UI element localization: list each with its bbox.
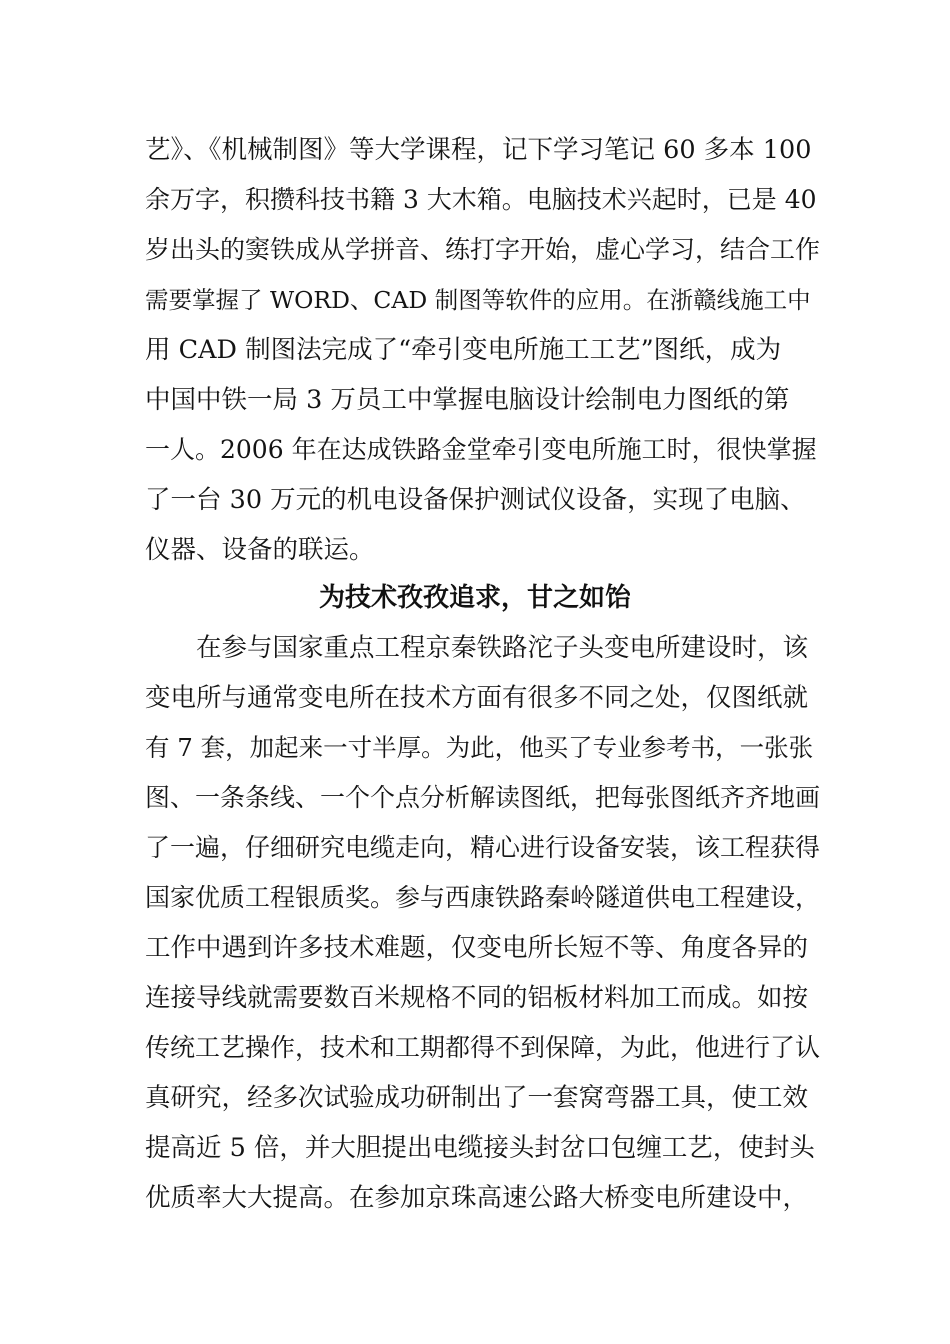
paragraph-1-line-4: 需要掌握了 WORD、CAD 制图等软件的应用。在浙赣线施工中 — [145, 286, 811, 314]
paragraph-2-line-10: 真研究，经多次试验成功研制出了一套窝弯器工具，使工效 — [145, 1083, 809, 1113]
paragraph-1-line-8: 了一台 30 万元的机电设备保护测试仪设备，实现了电脑、 — [145, 485, 806, 515]
paragraph-2-line-6: 国家优质工程银质奖。参与西康铁路秦岭隧道供电工程建设， — [145, 883, 821, 912]
paragraph-2-line-2: 变电所与通常变电所在技术方面有很多不同之处，仅图纸就 — [145, 683, 809, 713]
paragraph-2-line-12: 优质率大大提高。在参加京珠高速公路大桥变电所建设中， — [145, 1183, 809, 1213]
paragraph-2-line-11: 提高近 5 倍，并大胆提出电缆接头封岔口包缠工艺，使封头 — [145, 1133, 815, 1163]
paragraph-1-line-3: 岁出头的窦铁成从学拼音、练打字开始，虚心学习，结合工作 — [145, 235, 821, 264]
paragraph-2-line-9: 传统工艺操作，技术和工期都得不到保障，为此，他进行了认 — [145, 1033, 821, 1062]
paragraph-2-line-5: 了一遍，仔细研究电缆走向，精心进行设备安装，该工程获得 — [145, 833, 821, 862]
paragraph-1-line-6: 中国中铁一局 3 万员工中掌握电脑设计绘制电力图纸的第 — [145, 385, 790, 415]
paragraph-1-line-7: 一人。2006 年在达成铁路金堂牵引变电所施工时，很快掌握 — [145, 435, 817, 464]
paragraph-2-line-1: 在参与国家重点工程京秦铁路沱子头变电所建设时，该 — [145, 633, 809, 663]
paragraph-2-line-8: 连接导线就需要数百米规格不同的铝板材料加工而成。如按 — [145, 983, 809, 1013]
paragraph-1-line-2: 余万字，积攒科技书籍 3 大木箱。电脑技术兴起时，已是 40 — [145, 185, 817, 214]
paragraph-1-line-9: 仪器、设备的联运。 — [145, 535, 375, 565]
paragraph-2-line-7: 工作中遇到许多技术难题，仅变电所长短不等、角度各异的 — [145, 933, 809, 963]
paragraph-2-line-3: 有 7 套，加起来一寸半厚。为此，他买了专业参考书，一张张 — [145, 733, 814, 762]
paragraph-1-line-5: 用 CAD 制图法完成了“牵引变电所施工工艺”图纸，成为 — [145, 335, 782, 365]
paragraph-2-line-4: 图、一条条线、一个个点分析解读图纸，把每张图纸齐齐地画 — [145, 783, 821, 812]
section-heading: 为技术孜孜追求，甘之如饴 — [318, 583, 631, 613]
paragraph-1-line-1: 艺》、《机械制图》等大学课程，记下学习笔记 60 多本 100 — [145, 135, 812, 165]
